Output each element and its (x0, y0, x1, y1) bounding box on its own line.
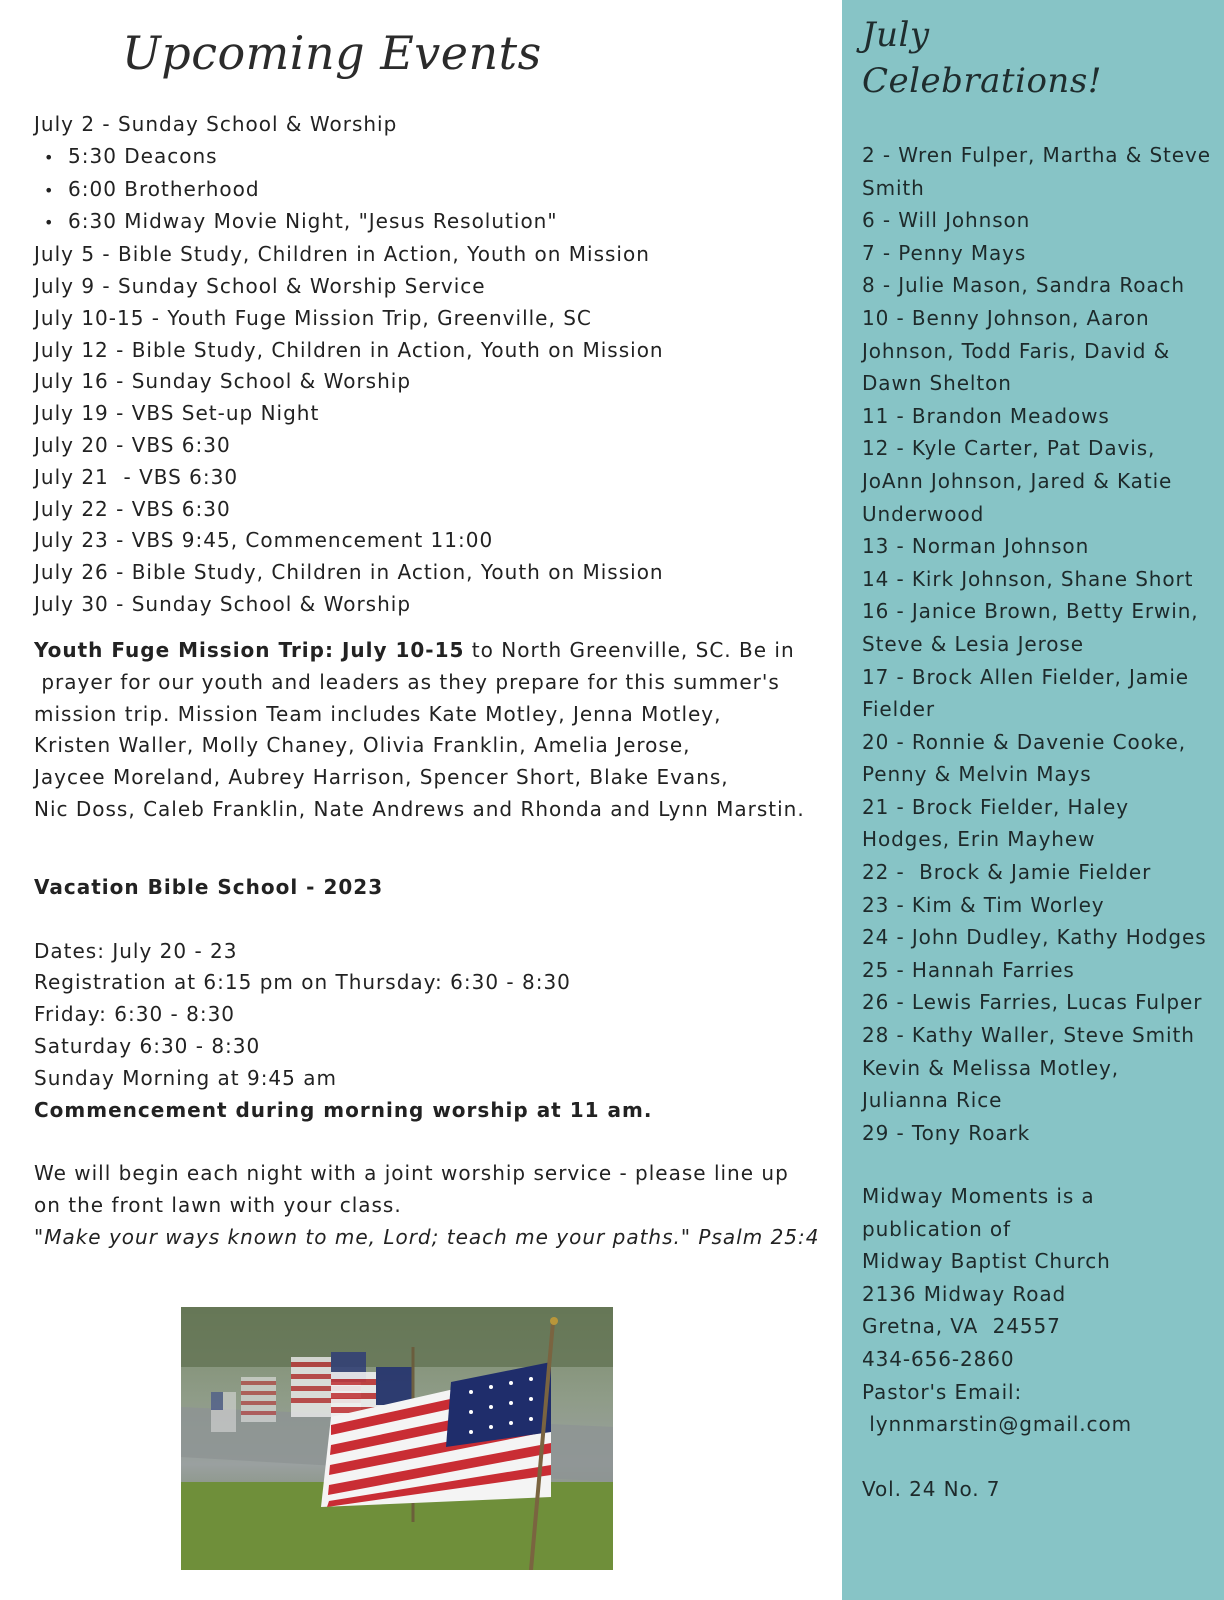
celebration-line: Julianna Rice (862, 1088, 1003, 1113)
event-schedule (34, 109, 824, 621)
youth-fuge-line: Kristen Waller, Molly Chaney, Olivia Franklin, Amelia Jerose, (34, 733, 691, 758)
schedule-item: July 2 - Sunday School & Worship (34, 112, 398, 136)
schedule-item: July 22 - VBS 6:30 (34, 496, 231, 521)
celebration-line: Johnson, Todd Faris, David & (862, 338, 1171, 363)
celebration-line: 21 - Brock Fielder, Haley (862, 794, 1129, 819)
youth-fuge-heading: Youth Fuge Mission Trip: July 10-15 (34, 638, 465, 662)
schedule-subitem: • 6:30 Midway Movie Night, "Jesus Resolution" (34, 206, 824, 239)
schedule-item: July 16 - Sunday School & Worship (34, 369, 412, 394)
schedule-item: July 21 - VBS 6:30 (34, 464, 239, 489)
celebration-line: Smith (862, 175, 925, 200)
youth-fuge-paragraph (34, 635, 824, 826)
youth-fuge-line: mission trip. Mission Team includes Kate Motley, Jenna Motley, (34, 701, 722, 726)
celebration-line: Fielder (862, 697, 935, 722)
celebrations-list (862, 139, 1222, 1149)
celebration-line: 25 - Hannah Farries (862, 957, 1075, 982)
celebration-line: JoAnn Johnson, Jared & Katie (862, 468, 1173, 493)
celebration-line: 20 - Ronnie & Davenie Cooke, (862, 729, 1186, 754)
celebration-line: 23 - Kim & Tim Worley (862, 892, 1105, 917)
publication-info-line: Gretna, VA 24557 (862, 1314, 1061, 1339)
celebration-line: Underwood (862, 501, 985, 526)
celebration-line: Kevin & Melissa Motley, (862, 1055, 1120, 1080)
celebration-line: Penny & Melvin Mays (862, 762, 1092, 787)
youth-fuge-line: Jaycee Moreland, Aubrey Harrison, Spencer Short, Blake Evans, (34, 765, 729, 790)
schedule-item: July 9 - Sunday School & Worship Service (34, 273, 486, 298)
celebration-line: 16 - Janice Brown, Betty Erwin, (862, 599, 1199, 624)
celebration-line: 22 - Brock & Jamie Fielder (862, 860, 1152, 885)
celebration-line: 7 - Penny Mays (862, 240, 1027, 265)
celebration-line: 10 - Benny Johnson, Aaron (862, 305, 1150, 330)
celebration-line: 17 - Brock Allen Fielder, Jamie (862, 664, 1189, 689)
celebration-line: Dawn Shelton (862, 371, 1012, 396)
schedule-item: July 30 - Sunday School & Worship (34, 591, 412, 616)
sidebar-title (862, 12, 1102, 104)
schedule-subitem: • 5:30 Deacons (34, 141, 824, 174)
schedule-item: July 20 - VBS 6:30 (34, 432, 231, 457)
youth-fuge-line: to North Greenville, SC. Be in (464, 638, 795, 662)
schedule-subitem: • 6:00 Brotherhood (34, 174, 824, 207)
vbs-line: Sunday Morning at 9:45 am (34, 1065, 337, 1090)
vbs-section (34, 872, 824, 1254)
celebration-line: 8 - Julie Mason, Sandra Roach (862, 273, 1185, 298)
celebration-line: 14 - Kirk Johnson, Shane Short (862, 566, 1194, 591)
youth-fuge-line: prayer for our youth and leaders as they prepare for this summer's (34, 669, 780, 694)
spacer (862, 1441, 1222, 1474)
volume-number: Vol. 24 No. 7 (862, 1477, 1001, 1502)
celebration-line: 26 - Lewis Farries, Lucas Fulper (862, 990, 1203, 1015)
page-title: Upcoming Events (122, 26, 542, 80)
schedule-item: July 23 - VBS 9:45, Commencement 11:00 (34, 528, 494, 553)
schedule-item: July 12 - Bible Study, Children in Action, Youth on Mission (34, 337, 664, 362)
publication-info-line: Midway Baptist Church (862, 1249, 1111, 1274)
celebration-line: 6 - Will Johnson (862, 208, 1031, 233)
celebration-line: 24 - John Dudley, Kathy Hodges (862, 925, 1207, 950)
vbs-commencement: Commencement during morning worship at 11 am. (34, 1097, 653, 1122)
sidebar-celebrations (842, 0, 1224, 1600)
vbs-line: Saturday 6:30 - 8:30 (34, 1033, 261, 1058)
publication-info-line: lynnmarstin@gmail.com (862, 1412, 1132, 1437)
sidebar-title-line: July (862, 15, 930, 55)
flag-image (181, 1307, 613, 1570)
american-flags-photo (181, 1307, 613, 1570)
publication-info (862, 1180, 1222, 1506)
scripture-verse: "Make your ways known to me, Lord; teach me your paths." Psalm 25:4 (34, 1224, 820, 1249)
celebration-line: 2 - Wren Fulper, Martha & Steve (862, 143, 1211, 167)
schedule-item: July 19 - VBS Set-up Night (34, 401, 320, 426)
schedule-item: July 10-15 - Youth Fuge Mission Trip, Greenville, SC (34, 305, 592, 330)
vbs-line: Dates: July 20 - 23 (34, 938, 238, 963)
celebration-line: Steve & Lesia Jerose (862, 631, 1084, 656)
celebration-line: 28 - Kathy Waller, Steve Smith (862, 1023, 1195, 1048)
celebration-line: Hodges, Erin Mayhew (862, 827, 1096, 852)
celebration-line: 13 - Norman Johnson (862, 534, 1090, 559)
vbs-heading: Vacation Bible School - 2023 (34, 875, 384, 899)
closing-line: We will begin each night with a joint worship service - please line up (34, 1161, 789, 1186)
sidebar-title-line: Celebrations! (862, 61, 1102, 101)
schedule-item: July 26 - Bible Study, Children in Action, Youth on Mission (34, 560, 664, 585)
vbs-line: Registration at 6:15 pm on Thursday: 6:30 - 8:30 (34, 970, 571, 995)
publication-info-line: Pastor's Email: (862, 1379, 1023, 1404)
schedule-item: July 5 - Bible Study, Children in Action, Youth on Mission (34, 242, 650, 267)
closing-line: on the front lawn with your class. (34, 1192, 402, 1217)
publication-info-line: 434-656-2860 (862, 1346, 1015, 1371)
youth-fuge-line: Nic Doss, Caleb Franklin, Nate Andrews and Rhonda and Lynn Marstin. (34, 796, 805, 821)
celebration-line: 29 - Tony Roark (862, 1120, 1031, 1145)
publication-info-line: Midway Moments is a (862, 1184, 1095, 1208)
publication-info-line: 2136 Midway Road (862, 1281, 1067, 1306)
celebration-line: 12 - Kyle Carter, Pat Davis, (862, 436, 1156, 461)
vbs-line: Friday: 6:30 - 8:30 (34, 1002, 236, 1027)
celebration-line: 11 - Brandon Meadows (862, 403, 1110, 428)
publication-info-line: publication of (862, 1216, 1011, 1241)
